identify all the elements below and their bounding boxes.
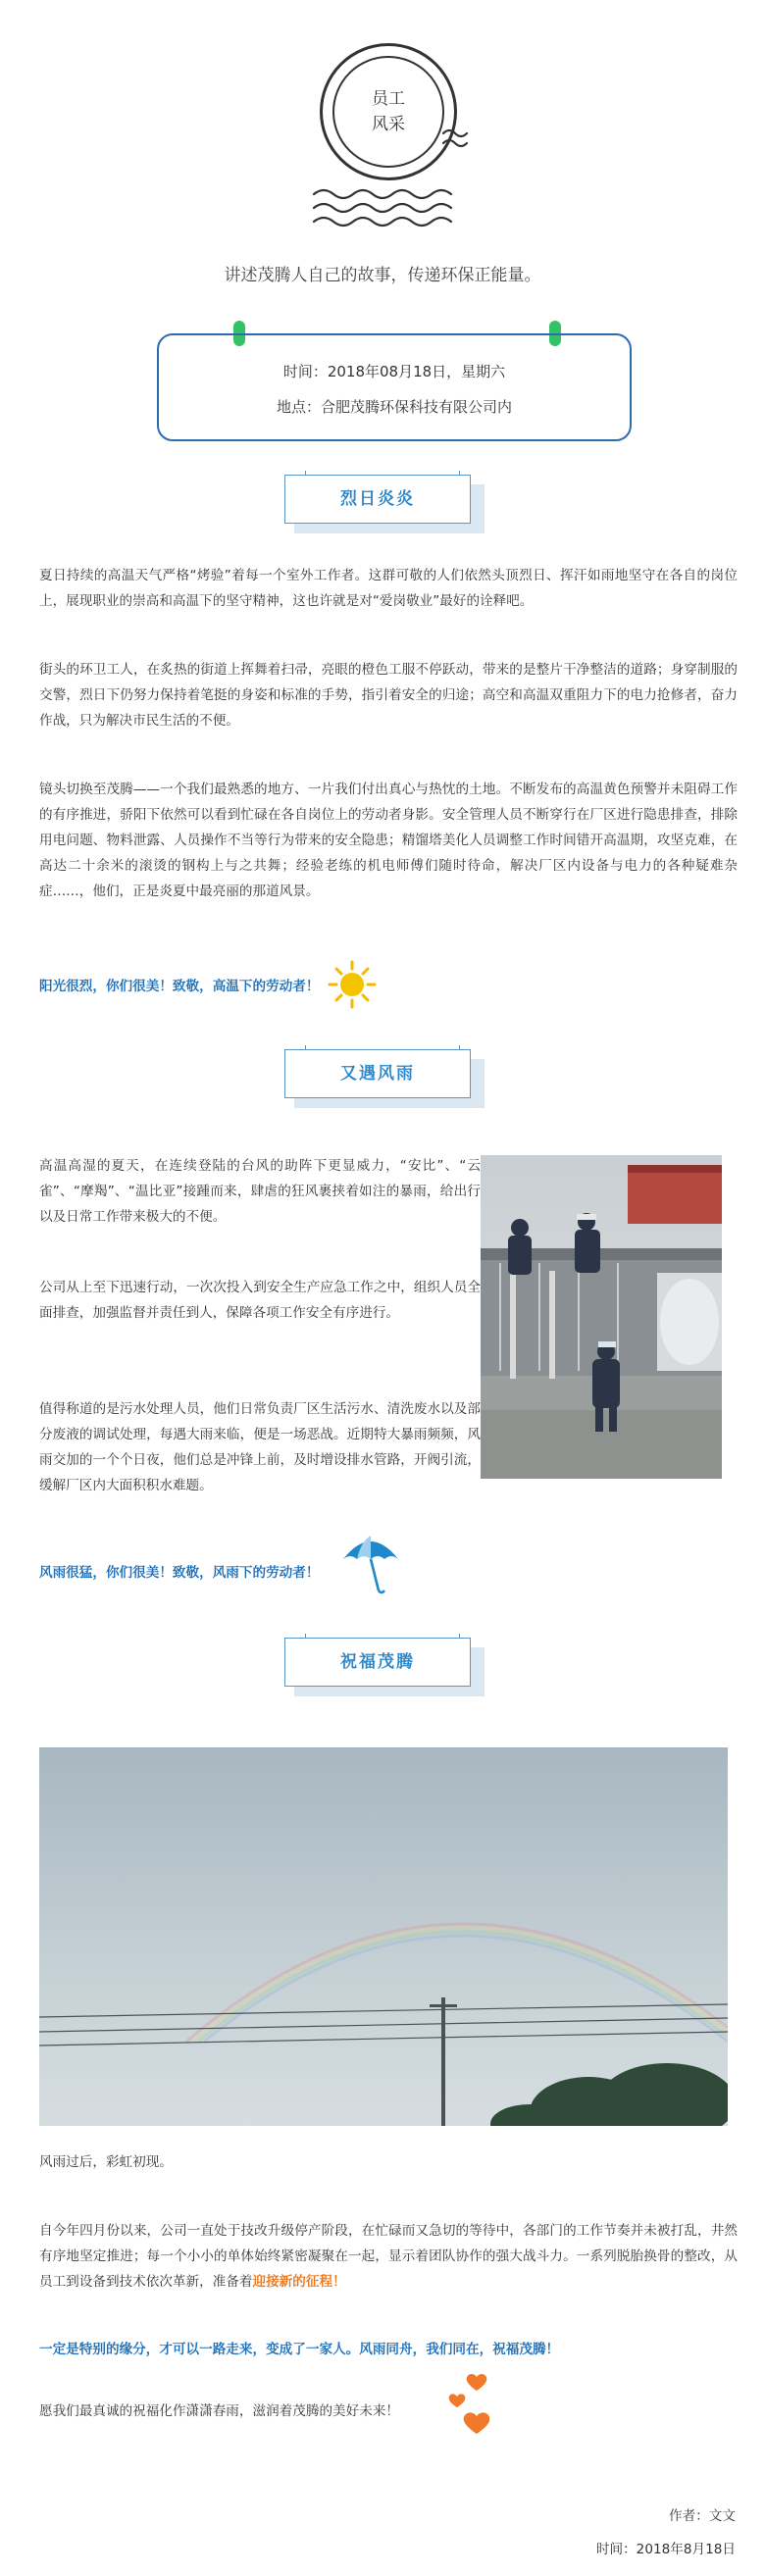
rainbow-photo [39,1747,728,2126]
paragraph: 值得称道的是污水处理人员，他们日常负责厂区生活污水、清洗废水以及部分废液的调试处理，每遇大雨来临，便是一场恶战。近期特大暴雨频频，风雨交加的一个个日夜，他们总是冲锋上前，及时增设排水管路，开阀引流，缓解厂区内大面积积水难题。 [39,1401,481,1493]
paragraph: 公司从上至下迅速行动，一次次投入到安全生产应急工作之中，组织人员全面排查，加强监督并责任到人，保障各项工作安全有序进行。 [39,1280,481,1321]
highlight-sunny: 阳光很烈，你们很美！致敬，高温下的劳动者！ [39,979,320,994]
rainy-work-photo [481,1155,722,1479]
paragraph: 愿我们最真诚的祝福化作潇潇春雨，滋润着茂腾的美好未来！ [39,2403,400,2419]
publish-time: 时间：2018年8月18日 [595,2542,736,2557]
umbrella-icon [339,1530,402,1594]
emblem-line-1: 员工 [372,89,405,109]
paragraph: 街头的环卫工人，在炙热的街道上挥舞着扫帚，亮眼的橙色工服不停跃动，带来的是整片干净整洁的道路；身穿制服的交警，烈日下仍努力保持着笔挺的身姿和标准的手势，指引着安全的归途；高空和高温双重阻力下的电力抢修者，奋力作战，只为解决市民生活的不便。 [39,662,738,729]
photo-caption: 风雨过后，彩虹初现。 [39,2154,173,2170]
event-place: 地点：合肥茂腾环保科技有限公司内 [276,398,512,416]
paragraph: 夏日持续的高温天气严格“烤验”着每一个室外工作者。这群可敬的人们依然头顶烈日、挥汗如雨地坚守在各自的岗位上，展现职业的崇高和高温下的坚守精神，这也许就是对“爱岗敬业”最好的诠释吧。 [39,568,738,609]
section-title-rain: 又遇风雨 [284,1049,471,1098]
hearts-icon [447,2371,502,2442]
paragraph [39,2218,738,2295]
section-title-sunny: 烈日炎炎 [284,475,471,524]
waves-icon [304,120,471,229]
paragraph: 高温高湿的夏天，在连续登陆的台风的助阵下更显威力，“安比”、“云雀”、“摩羯”、“温比亚”接踵而来，肆虐的狂风裹挟着如注的暴雨，给出行以及日常工作带来极大的不便。 [39,1158,481,1225]
highlight-blessing: 一定是特别的缘分，才可以一路走来，变成了一家人。风雨同舟，我们同在，祝福茂腾！ [39,2342,560,2357]
paragraph: 镜头切换至茂腾——一个我们最熟悉的地方、一片我们付出真心与热忱的土地。不断发布的高温黄色预警并未阻碍工作的有序推进，骄阳下依然可以看到忙碌在各自岗位上的劳动者身影。安全管理人员不断穿行在厂区进行隐患排查，排除用电问题、物料泄露、人员操作不当等行为带来的安全隐患；精馏塔美化人员调整工作时间错开高温期，攻坚克难，在高达二十余米的滚烫的钢构上与之共舞；经验老练的机电师傅们随时待命，解决厂区内设备与电力的各种疑难杂症……，他们，正是炎夏中最亮丽的那道风景。 [39,782,738,899]
event-info-box [157,333,632,441]
tagline: 讲述茂腾人自己的故事，传递环保正能量。 [224,266,541,285]
section-title-blessing: 祝福茂腾 [284,1638,471,1687]
paragraph-text: 自今年四月份以来，公司一直处于技改升级停产阶段，在忙碌而又急切的等待中，各部门的工作节奏并未被打乱，井然有序地坚定推进；每一个小小的单体始终紧密凝聚在一起，显示着团队协作的强大战斗力。一系列脱胎换骨的整改，从员工到设备到技术依次革新，准备着 [39,2223,738,2290]
author: 作者：文文 [669,2508,736,2524]
highlight-rain: 风雨很猛，你们很美！致敬，风雨下的劳动者！ [39,1565,320,1581]
event-time: 时间：2018年08月18日，星期六 [282,363,506,380]
emphasis-text: 迎接新的征程！ [252,2274,346,2290]
emblem-line-2: 风采 [372,115,405,134]
sun-icon [327,959,378,1010]
